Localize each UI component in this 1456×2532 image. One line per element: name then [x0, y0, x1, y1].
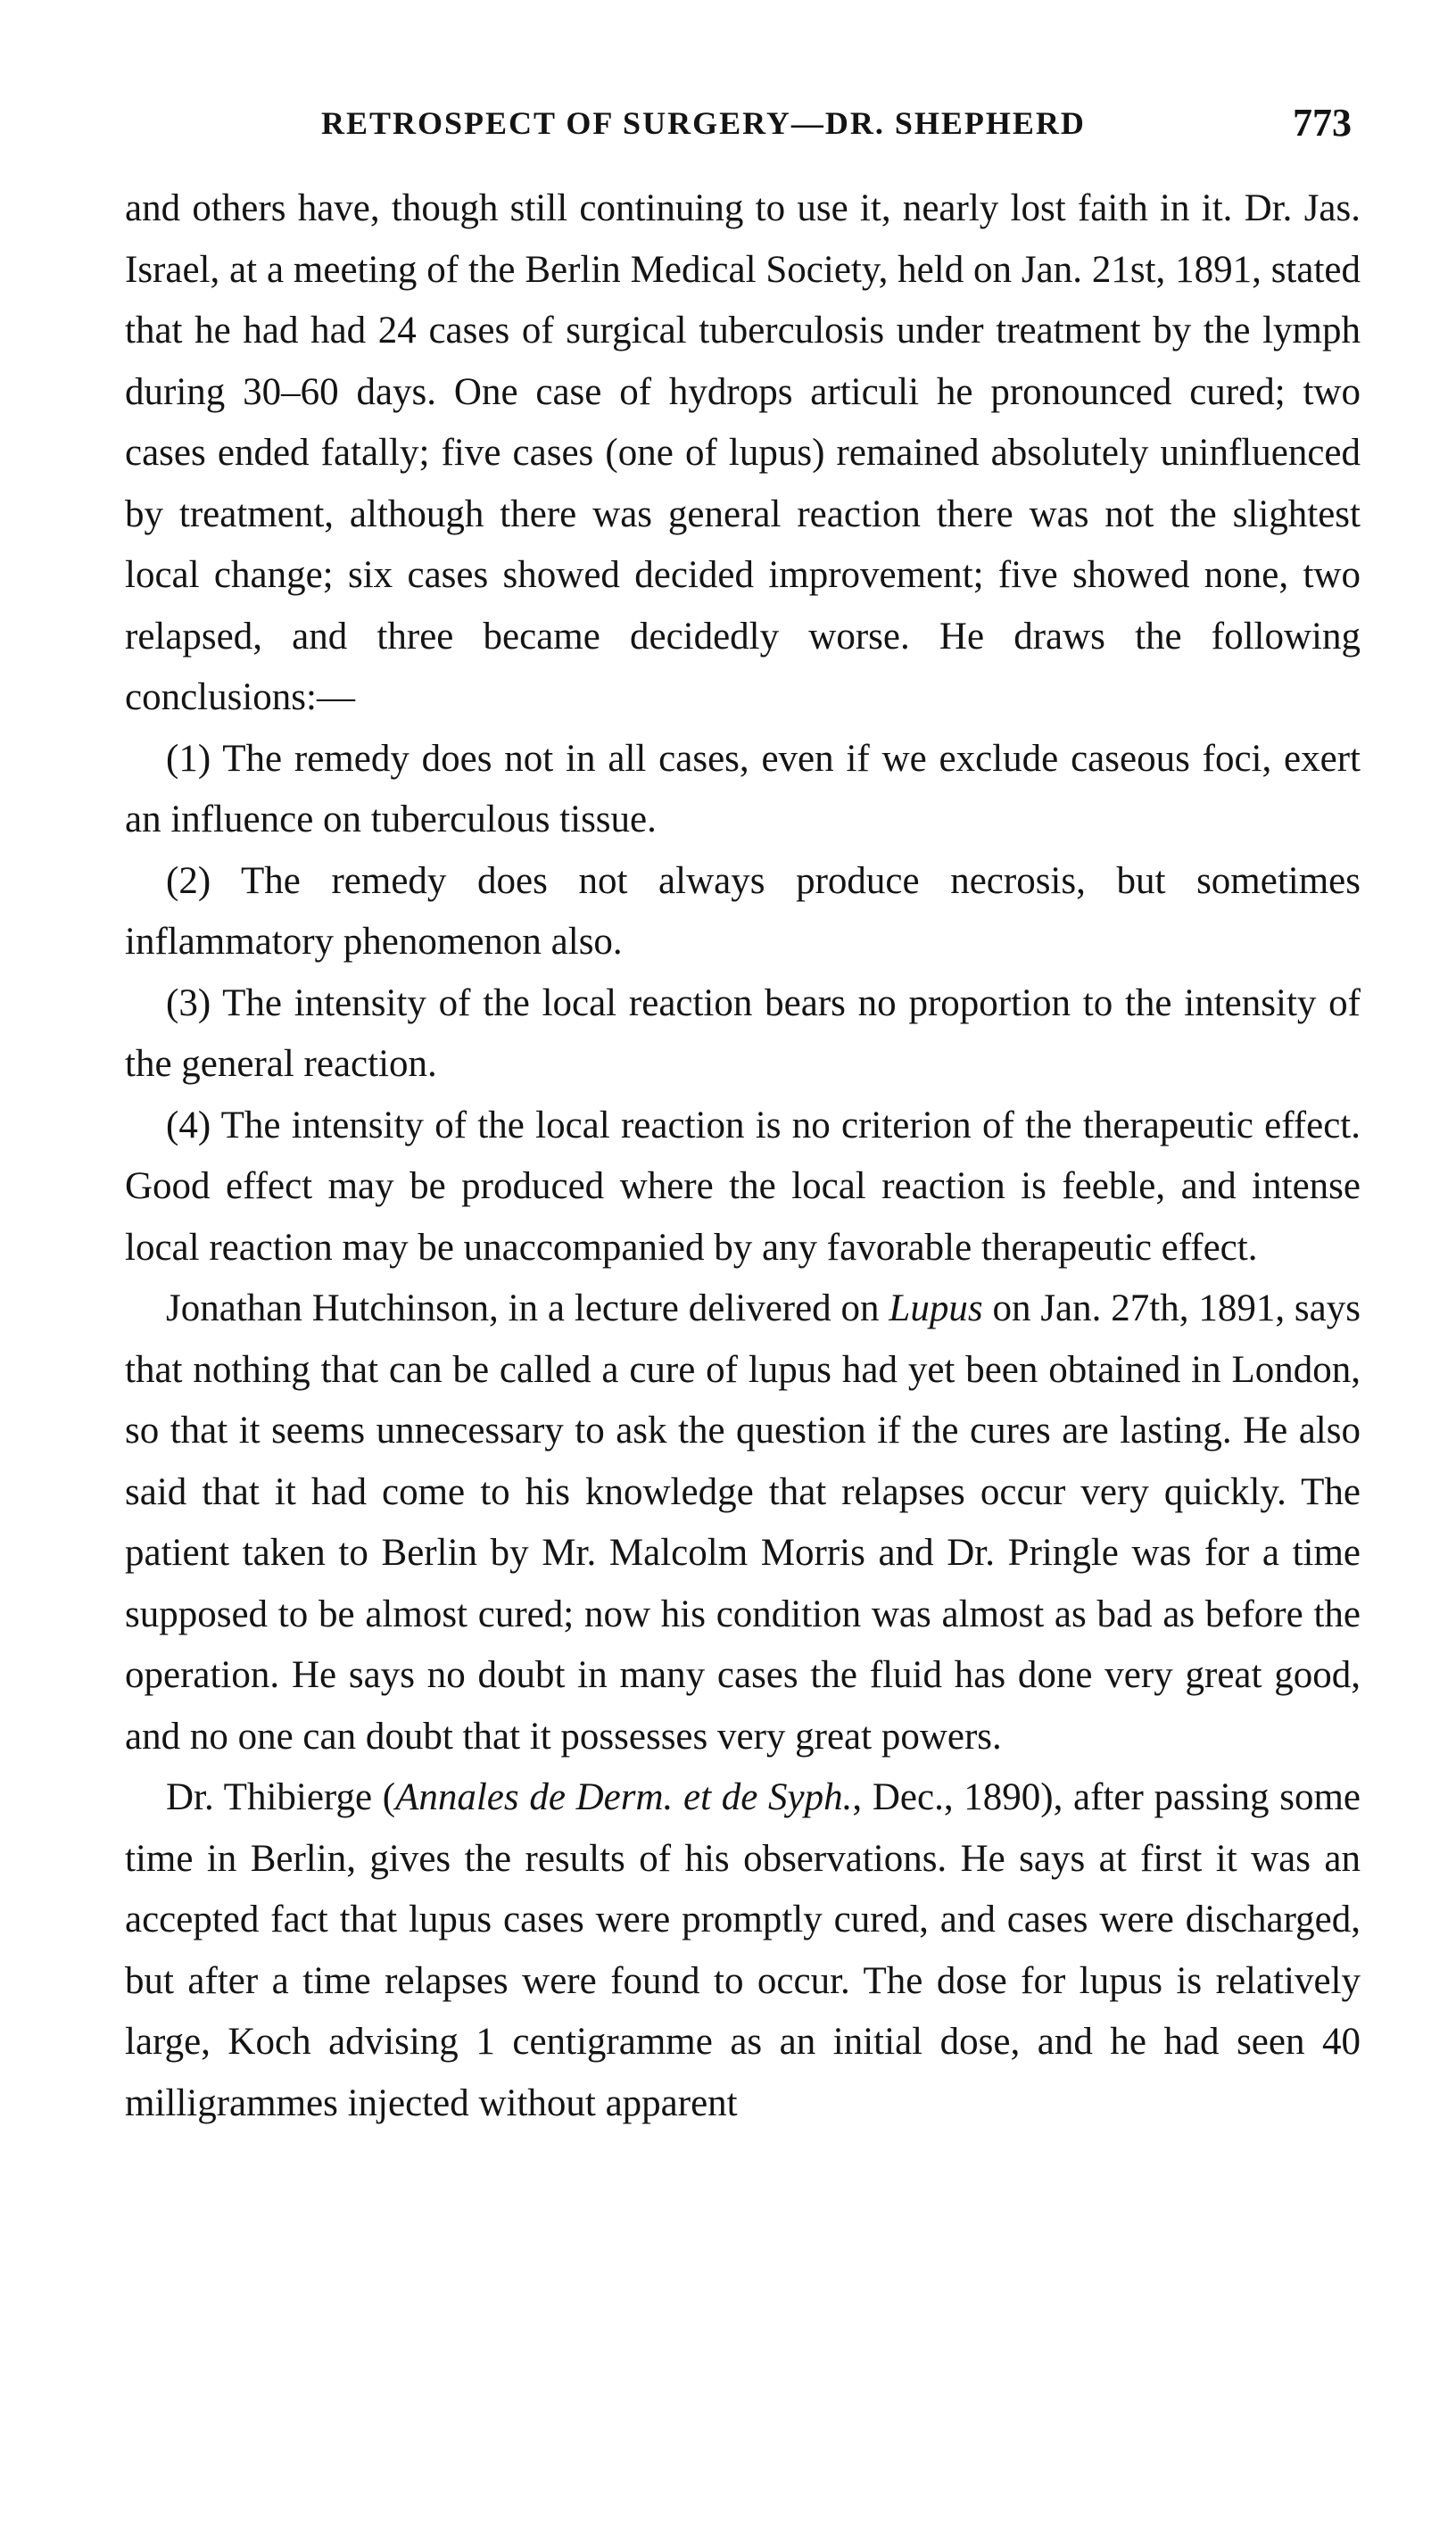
- page-header: [129, 96, 1361, 150]
- paragraph-hutchinson: [125, 1278, 1361, 1767]
- conclusion-3: (3) The intensity of the local reaction bears no proportion to the intensity of the general reaction.: [125, 981, 1361, 1085]
- body-text: [125, 178, 1361, 2134]
- italic-lupus: Lupus: [889, 1287, 983, 1329]
- conclusion-2: (2) The remedy does not always produce necrosis, but sometimes inflammatory phenomenon also.: [125, 859, 1361, 963]
- italic-journal-title: Annales de Derm. et de Syph.: [395, 1776, 853, 1818]
- conclusion-4: (4) The intensity of the local reaction is no criterion of the therapeutic effect. Good effect may be produced where the local reaction is feeble, and intense local reaction may be unaccompanied by any favorable therapeutic effect.: [125, 1104, 1361, 1269]
- running-title: RETROSPECT OF SURGERY—DR. SHEPHERD: [321, 105, 1086, 141]
- thibierge-text-b: , Dec., 1890), after passing some time in Berlin, gives the results of his observations. He says at first it was an accepted fact that lupus cases were promptly cured, and cases were discharged, but after a time relapses were found to occur. The dose for lupus is relatively large, Koch advising 1 centigramme as an initial dose, and he had seen 40 milligrammes injected without apparent: [125, 1776, 1361, 2124]
- hutchinson-text-a: Jonathan Hutchinson, in a lecture delivered on: [166, 1287, 889, 1329]
- hutchinson-text-b: on Jan. 27th, 1891, says that nothing that can be called a cure of lupus had yet been obtained in London, so that it seems unnecessary to ask the question if the cures are lasting. He also said that it had come to his knowledge that relapses occur very quickly. The patient taken to Berlin by Mr. Malcolm Morris and Dr. Pringle was for a time supposed to be almost cured; now his condition was almost as bad as before the operation. He says no doubt in many cases the fluid has done very great good, and no one can doubt that it possesses very great powers.: [125, 1287, 1361, 1758]
- paragraph-israel: and others have, though still continuing to use it, nearly lost faith in it. Dr. Jas. Israel, at a meeting of the Berlin Medical Society, held on Jan. 21st, 1891, stated that he had had 24 cases of surgical tuberculosis under treatment by the lymph during 30–60 days. One case of hydrops articuli he pronounced cured; two cases ended fatally; five cases (one of lupus) remained absolutely uninfluenced by treatment, although there was general reaction there was not the slightest local change; six cases showed decided improvement; five showed none, two relapsed, and three became decidedly worse. He draws the following conclusions:—: [125, 187, 1361, 718]
- paragraph-thibierge: [125, 1767, 1361, 2134]
- conclusion-1: (1) The remedy does not in all cases, even if we exclude caseous foci, exert an influence on tuberculous tissue.: [125, 737, 1361, 840]
- thibierge-text-a: Dr. Thibierge (: [166, 1776, 396, 1818]
- page-number: 773: [1293, 101, 1352, 145]
